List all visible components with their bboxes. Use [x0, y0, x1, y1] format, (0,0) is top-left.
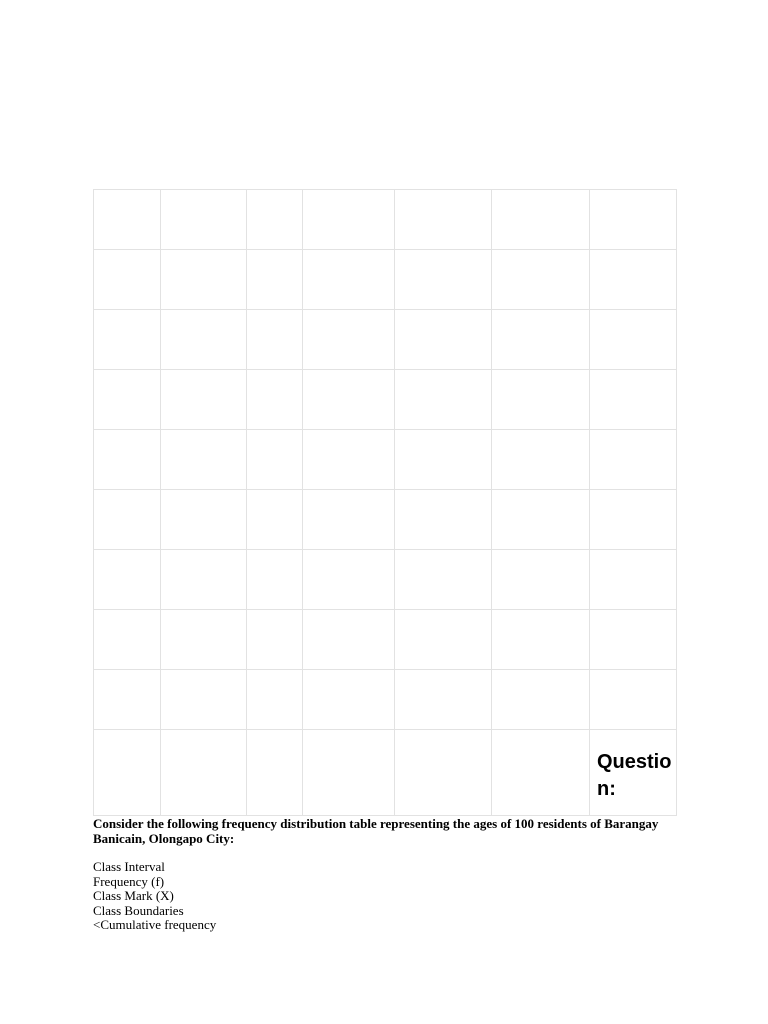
table-cell — [94, 730, 161, 816]
table-cell — [590, 670, 677, 730]
table-cell — [590, 250, 677, 310]
table-cell — [395, 190, 492, 250]
table-cell — [303, 610, 395, 670]
table-cell — [492, 250, 590, 310]
table-cell — [590, 430, 677, 490]
table-row — [94, 190, 677, 250]
table-cell — [492, 370, 590, 430]
table-cell — [161, 190, 247, 250]
table-cell — [590, 610, 677, 670]
table-cell — [247, 430, 303, 490]
table-row — [94, 490, 677, 550]
table-cell — [395, 310, 492, 370]
table-cell — [590, 490, 677, 550]
table-cell — [94, 490, 161, 550]
list-item: <Cumulative frequency — [93, 917, 217, 932]
question-heading: Question: — [597, 751, 672, 800]
table-row — [94, 550, 677, 610]
table-cell — [161, 310, 247, 370]
table-cell — [161, 670, 247, 730]
table-cell — [161, 370, 247, 430]
table-cell — [395, 670, 492, 730]
table-cell — [94, 550, 161, 610]
table-cell — [247, 370, 303, 430]
list-item: Frequency (f) — [93, 873, 165, 889]
table-cell — [303, 370, 395, 430]
table-cell — [94, 610, 161, 670]
table-cell — [161, 610, 247, 670]
table-cell — [492, 190, 590, 250]
list-item: Class Interval — [93, 859, 165, 874]
table-cell — [492, 550, 590, 610]
empty-table-grid — [93, 189, 677, 816]
table-cell — [395, 370, 492, 430]
table-cell — [247, 730, 303, 816]
table-cell — [492, 610, 590, 670]
question-content — [93, 817, 673, 933]
table-cell — [492, 670, 590, 730]
table-cell — [590, 190, 677, 250]
table-cell — [590, 550, 677, 610]
table-label-list — [93, 860, 673, 933]
table-cell — [303, 730, 395, 816]
table-cell — [161, 490, 247, 550]
list-item: Class Mark (X) — [93, 888, 174, 903]
list-item: Class Boundaries — [93, 902, 184, 918]
table-cell — [395, 250, 492, 310]
table-row — [94, 610, 677, 670]
table-cell — [161, 550, 247, 610]
table-cell — [161, 730, 247, 816]
table-cell — [94, 190, 161, 250]
table-cell — [161, 430, 247, 490]
table-cell — [94, 250, 161, 310]
table-cell — [247, 610, 303, 670]
table-cell — [395, 430, 492, 490]
table-row — [94, 730, 677, 816]
table-cell — [247, 490, 303, 550]
table-cell — [247, 250, 303, 310]
table-cell — [94, 430, 161, 490]
table-cell — [590, 370, 677, 430]
table-row — [94, 370, 677, 430]
table-cell — [247, 670, 303, 730]
table-cell — [492, 310, 590, 370]
table-cell — [395, 490, 492, 550]
table-cell — [94, 310, 161, 370]
table-cell — [492, 490, 590, 550]
question-intro: Consider the following frequency distribution table representing the ages of 100 residents of Barangay Banicain, Olongapo City: — [93, 816, 659, 846]
table-row — [94, 250, 677, 310]
table-cell — [94, 370, 161, 430]
table-cell — [395, 610, 492, 670]
table-cell — [590, 730, 677, 816]
table-cell — [590, 310, 677, 370]
table-row — [94, 310, 677, 370]
table-cell — [395, 730, 492, 816]
table-cell — [303, 190, 395, 250]
table-cell — [247, 550, 303, 610]
table-cell — [303, 550, 395, 610]
table-cell — [492, 430, 590, 490]
table-cell — [303, 670, 395, 730]
table-cell — [161, 250, 247, 310]
table-row — [94, 670, 677, 730]
table-cell — [303, 310, 395, 370]
table-cell — [303, 430, 395, 490]
table-cell — [395, 550, 492, 610]
table-cell — [94, 670, 161, 730]
table-cell — [247, 310, 303, 370]
table-cell — [247, 190, 303, 250]
table-cell — [303, 490, 395, 550]
table-row — [94, 430, 677, 490]
table-cell — [492, 730, 590, 816]
table-cell — [303, 250, 395, 310]
